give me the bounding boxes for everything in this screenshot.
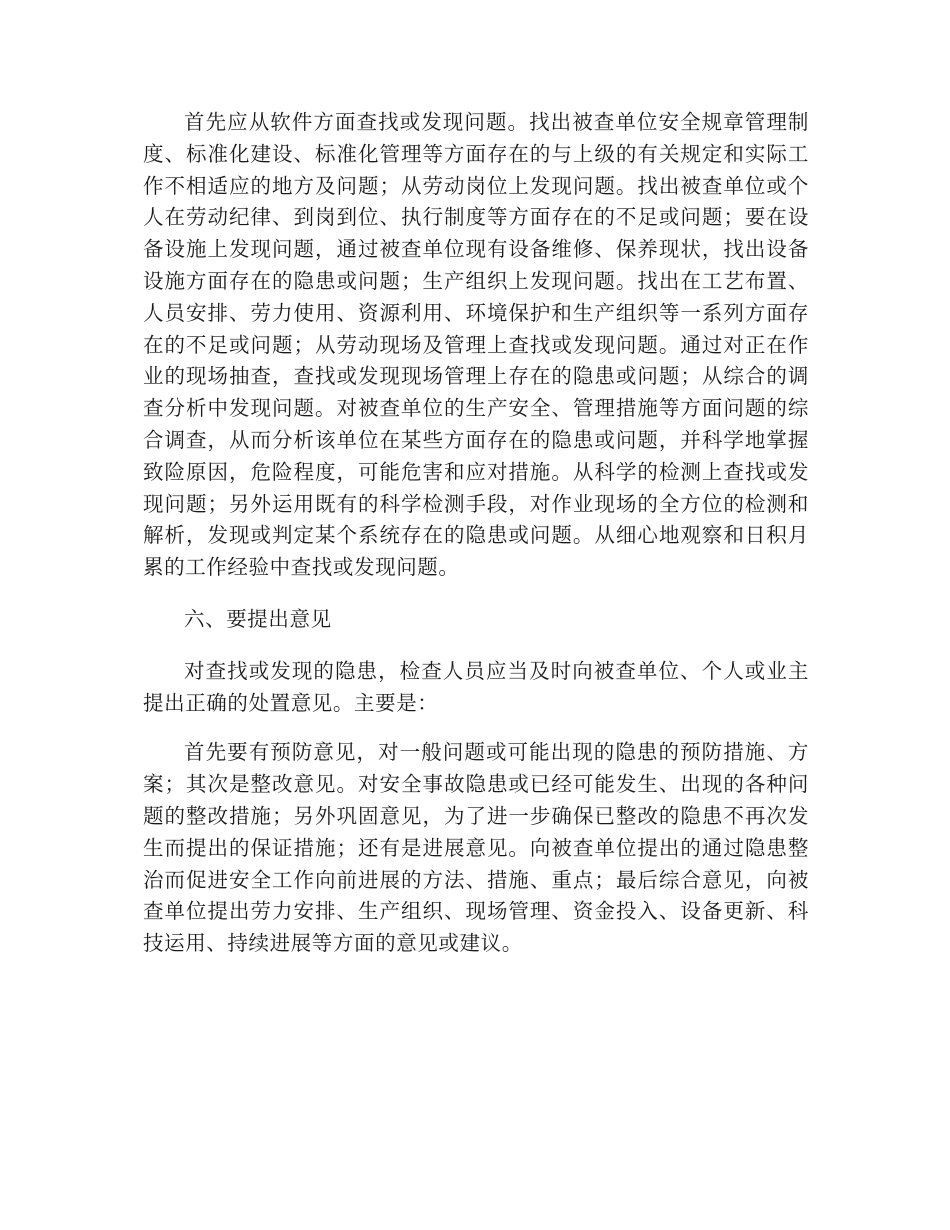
paragraph-opinions-intro: 对查找或发现的隐患，检查人员应当及时向被查单位、个人或业主提出正确的处置意见。主要是： xyxy=(143,658,809,715)
section-heading-opinions: 六、要提出意见 xyxy=(184,606,332,631)
paragraph-problem-finding: 首先应从软件方面查找或发现问题。找出被查单位安全规章管理制度、标准化建设、标准化管理等方面存在的与上级的有关规定和实际工作不相适应的地方及问题；从劳动岗位上发现问题。找出被查单位或个人在劳动纪律、到岗到位、执行制度等方面存在的不足或问题；要在设备设施上发现问题，通过被查单位现有设备维修、保养现状，找出设备设施方面存在的隐患或问题；生产组织上发现问题。找出在工艺布置、人员安排、劳力使用、资源利用、环境保护和生产组织等一系列方面存在的不足或问题；从劳动现场及管理上查找或发现问题。通过对正在作业的现场抽查，查找或发现现场管理上存在的隐患或问题；从综合的调查分析中发现问题。对被查单位的生产安全、管理措施等方面问题的综合调查，从而分析该单位在某些方面存在的隐患或问题，并科学地掌握致险原因，危险程度，可能危害和应对措施。从科学的检测上查找或发现问题；另外运用既有的科学检测手段，对作业现场的全方位的检测和解析，发现或判定某个系统存在的隐患或问题。从细心地观察和日积月累的工作经验中查找或发现问题。 xyxy=(143,110,809,580)
paragraph-opinions-detail: 首先要有预防意见，对一般问题或可能出现的隐患的预防措施、方案；其次是整改意见。对安全事故隐患或已经可能发生、出现的各种问题的整改措施；另外巩固意见，为了进一步确保已整改的隐患不再次发生而提出的保证措施；还有是进展意见。向被查单位提出的通过隐患整治而促进安全工作向前进展的方法、措施、重点；最后综合意见，向被查单位提出劳力安排、生产组织、现场管理、资金投入、设备更新、科技运用、持续进展等方面的意见或建议。 xyxy=(143,740,809,956)
document-body xyxy=(143,107,809,960)
